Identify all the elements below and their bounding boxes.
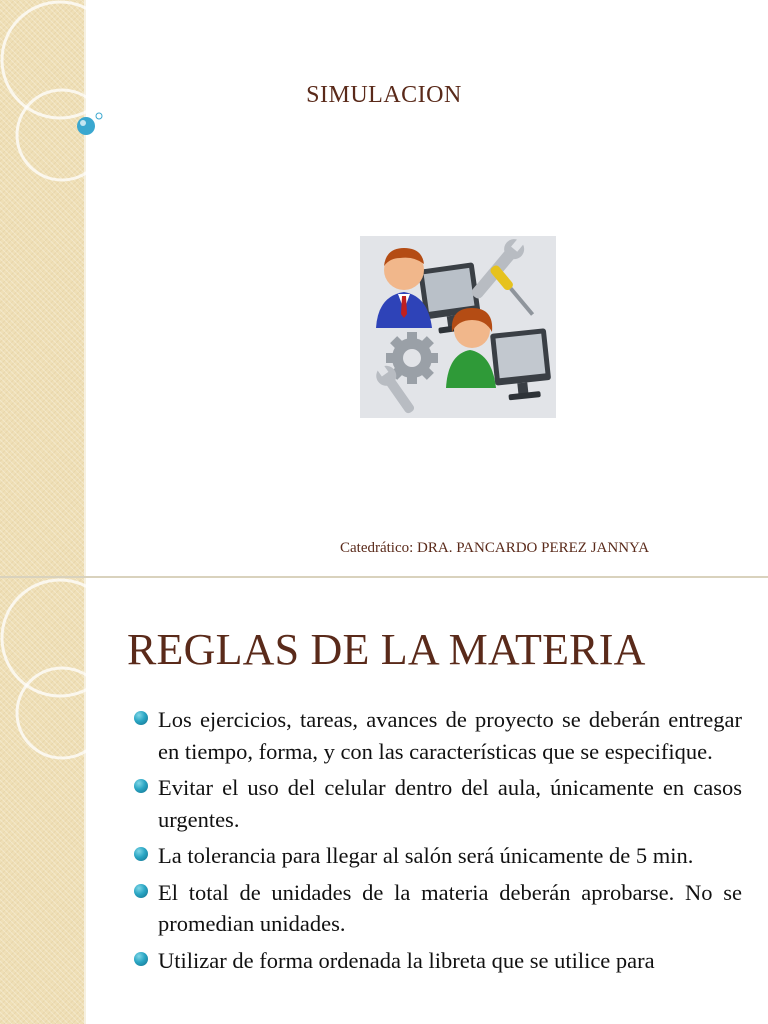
bullet-icon bbox=[134, 779, 148, 793]
bullet-icon bbox=[134, 711, 148, 725]
list-item: La tolerancia para llegar al salón será únicamente de 5 min. bbox=[134, 840, 742, 872]
list-item: El total de unidades de la materia deberán aprobarse. No se promedian unidades. bbox=[134, 877, 742, 940]
list-item: Evitar el uso del celular dentro del aula, únicamente en casos urgentes. bbox=[134, 772, 742, 835]
rules-title: REGLAS DE LA MATERIA bbox=[127, 625, 646, 674]
professor-label: Catedrático: DRA. PANCARDO PEREZ JANNYA bbox=[340, 540, 650, 556]
slide-rules bbox=[0, 578, 768, 1024]
decorative-circles-icon bbox=[0, 578, 120, 778]
bullet-icon bbox=[134, 847, 148, 861]
slide-title-text: SIMULACION bbox=[306, 82, 462, 108]
list-item: Utilizar de forma ordenada la libreta que se utilice para bbox=[134, 945, 742, 977]
bullet-icon bbox=[134, 884, 148, 898]
rules-list bbox=[134, 704, 742, 981]
bullet-icon bbox=[134, 952, 148, 966]
list-item: Los ejercicios, tareas, avances de proyecto se deberán entregar en tiempo, forma, y con las características que se especifique. bbox=[134, 704, 742, 767]
people-computers-tools-icon bbox=[360, 236, 556, 418]
